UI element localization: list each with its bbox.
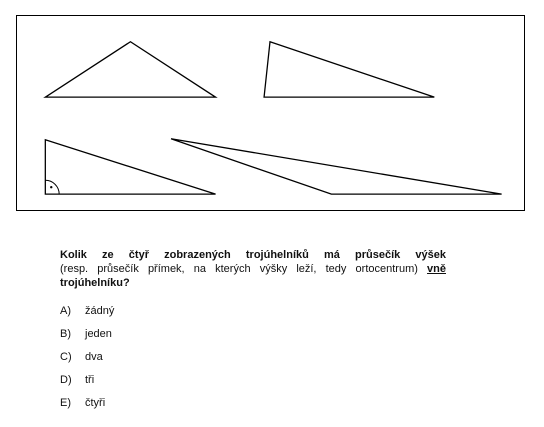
option-text: čtyři	[85, 397, 106, 409]
question-emphasis: vně	[427, 263, 446, 275]
obtuse-scalene-triangle	[171, 139, 502, 194]
option-letter: A)	[60, 305, 71, 317]
triangles-drawing	[17, 16, 524, 210]
option-a[interactable]	[60, 304, 114, 327]
option-letter: C)	[60, 351, 72, 363]
option-letter: B)	[60, 328, 71, 340]
option-text: jeden	[85, 328, 112, 340]
option-d[interactable]	[60, 373, 114, 396]
question-line-3: trojúhelníku?	[60, 277, 130, 289]
right-triangle-tilted	[264, 42, 434, 97]
question-line-2	[60, 262, 446, 276]
right-angle-dot	[50, 186, 52, 188]
option-text: tři	[85, 374, 95, 386]
option-b[interactable]	[60, 327, 114, 350]
obtuse-isosceles-triangle	[45, 42, 215, 97]
question-text	[60, 248, 446, 290]
option-letter: E)	[60, 397, 71, 409]
question-line-2-text: (resp. průsečík přímek, na kterých výšky leží, tedy ortocentrum)	[60, 263, 418, 275]
triangles-figure	[16, 15, 525, 211]
question-line-1: Kolik ze čtyř zobrazených trojúhelníků má průsečík výšek	[60, 249, 446, 261]
option-c[interactable]	[60, 350, 114, 373]
option-text: dva	[85, 351, 103, 363]
option-e[interactable]	[60, 396, 114, 419]
option-letter: D)	[60, 374, 72, 386]
right-triangle-marked	[45, 140, 215, 194]
option-text: žádný	[85, 305, 115, 317]
answer-options	[60, 304, 114, 419]
